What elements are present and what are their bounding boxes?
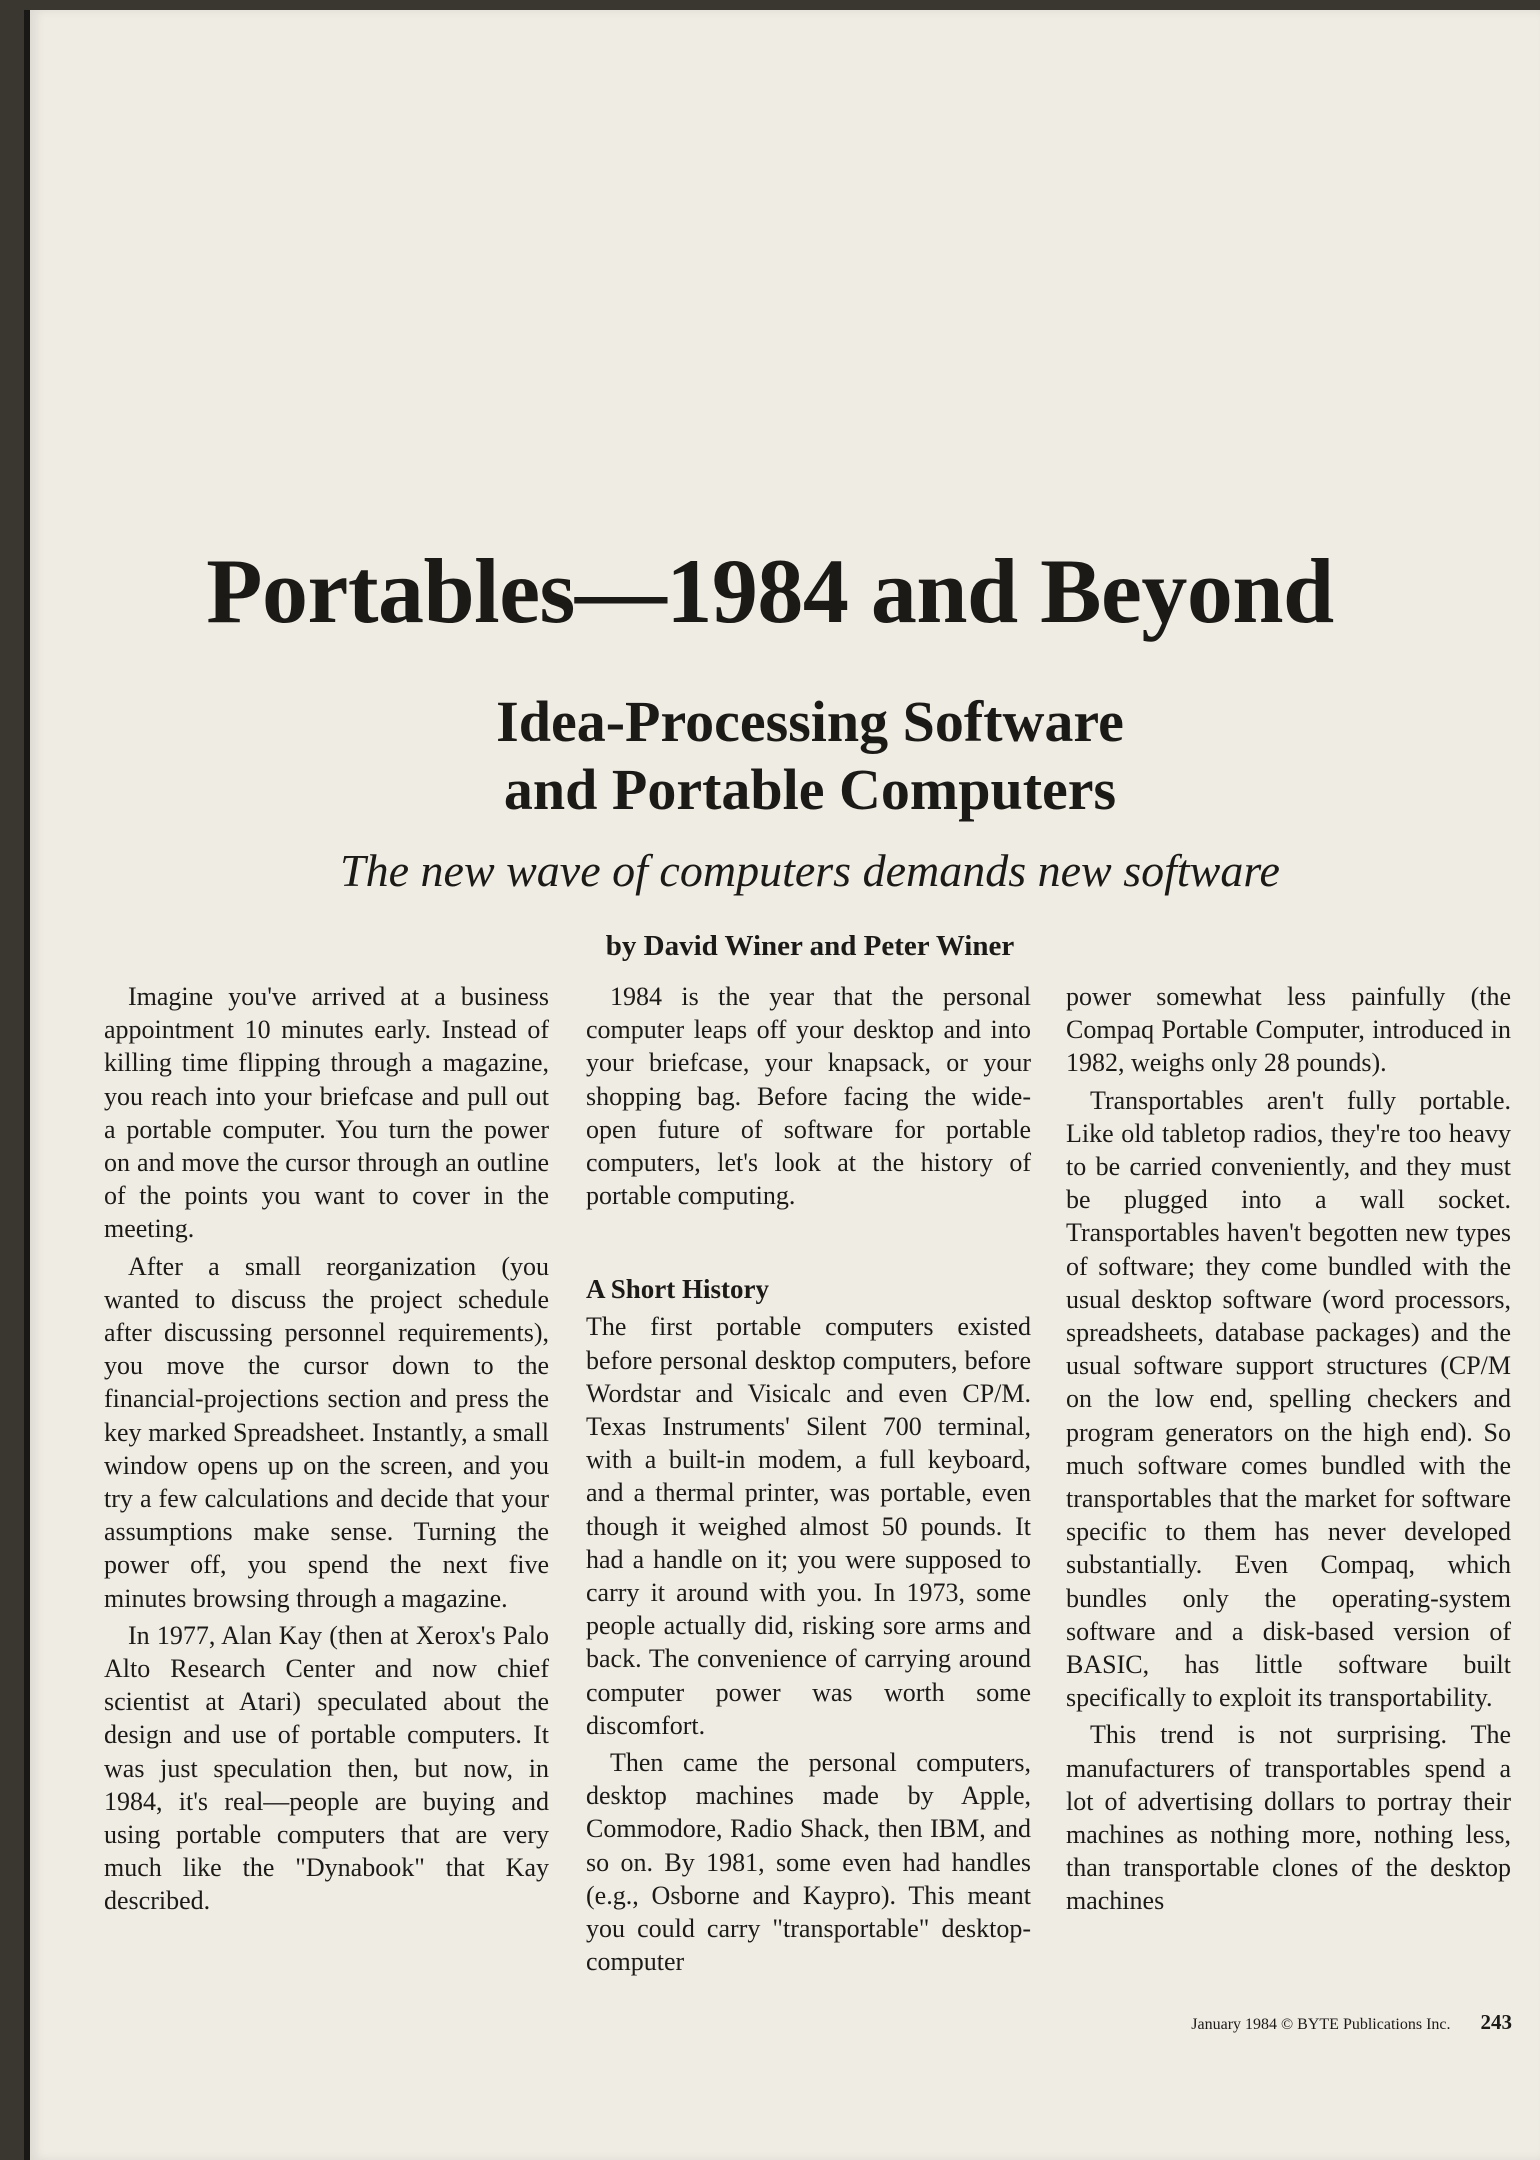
article-byline: by David Winer and Peter Winer [605, 930, 1015, 962]
body-paragraph: Imagine you've arrived at a business appointment 10 minutes early. Instead of killing time flipping through a magazine, you reach into your briefcase and pull out a portable computer. You turn the power on and move the cursor through an outline of the points you want to cover in the meeting. [104, 982, 549, 1244]
page-footer [0, 2010, 1512, 2037]
article-title: Portables—1984 and Beyond [206, 540, 1334, 642]
body-paragraph: 1984 is the year that the personal computer leaps off your desktop and into your briefcase, your knapsack, or your shopping bag. Before facing the wide-open future of software for portable computers, let's look at the history of portable computing. [586, 982, 1031, 1211]
subtitle-line-2: and Portable Computers [503, 757, 1117, 822]
subtitle-line-1: Idea-Processing Software [496, 689, 1124, 754]
body-paragraph: After a small reorganization (you wanted to discuss the project schedule after discussing personnel requirements), you move the cursor down to the financial-projections section and press the key marked Spreadsheet. Instantly, a small window opens up on the screen, and you try a few calculations and decide that your assumptions make sense. Turning the power off, you spend the next five minutes browsing through a magazine. [104, 1251, 549, 1613]
body-paragraph: Then came the personal computers, desktop machines made by Apple, Commodore, Radio Shack, then IBM, and so on. By 1981, some even had handles (e.g., Osborne and Kaypro). This meant you could carry "transportable" desktop-computer [586, 1748, 1031, 1977]
section-heading: A Short History [586, 1274, 770, 1305]
text-column-1 [104, 980, 549, 1922]
text-column-3 [1066, 980, 1511, 1922]
body-paragraph: Transportables aren't fully portable. Like old tabletop radios, they're too heavy to be carried conveniently, and they must be plugged into a wall socket. Transportables haven't begotten new types of software; they come bundled with the usual desktop software (word processors, spreadsheets, database packages) and the usual software support structures (CP/M on the low end, spelling checkers and program generators on the high end). So much software comes bundled with the transportables that the market for software specific to them has never developed substantially. Even Compaq, which bundles only the operating-system software and a disk-based version of BASIC, has little software built specifically to exploit its transportability. [1066, 1085, 1511, 1713]
article-tagline: The new wave of computers demands new software [340, 845, 1280, 896]
body-paragraph: In 1977, Alan Kay (then at Xerox's Palo Alto Research Center and now chief scientist at Atari) speculated about the design and use of portable computers. It was just speculation then, but now, in 1984, it's real—people are buying and using portable computers that are very much like the "Dynabook" that Kay described. [104, 1620, 549, 1916]
text-column-2 [586, 980, 1031, 1982]
body-paragraph: power somewhat less painfully (the Compaq Portable Computer, introduced in 1982, weighs only 28 pounds). [1066, 982, 1511, 1078]
body-paragraph: The first portable computers existed before personal desktop computers, before Wordstar and Visicalc and even CP/M. Texas Instruments' Silent 700 terminal, with a built-in modem, a full keyboard, and a thermal printer, was portable, even though it weighed almost 50 pounds. It had a handle on it; you were supposed to carry it around with you. In 1973, some people actually did, risking sore arms and back. The convenience of carrying around computer power was worth some discomfort. [586, 1312, 1031, 1740]
body-paragraph: This trend is not surprising. The manufacturers of transportables spend a lot of advertising dollars to portray their machines as nothing more, nothing less, than transportable clones of the desktop machines [1066, 1720, 1511, 1916]
page-number: 243 [1480, 2010, 1512, 2034]
article-subtitle [0, 688, 1540, 824]
footer-credit: January 1984 © BYTE Publications Inc. [1191, 2016, 1451, 2033]
